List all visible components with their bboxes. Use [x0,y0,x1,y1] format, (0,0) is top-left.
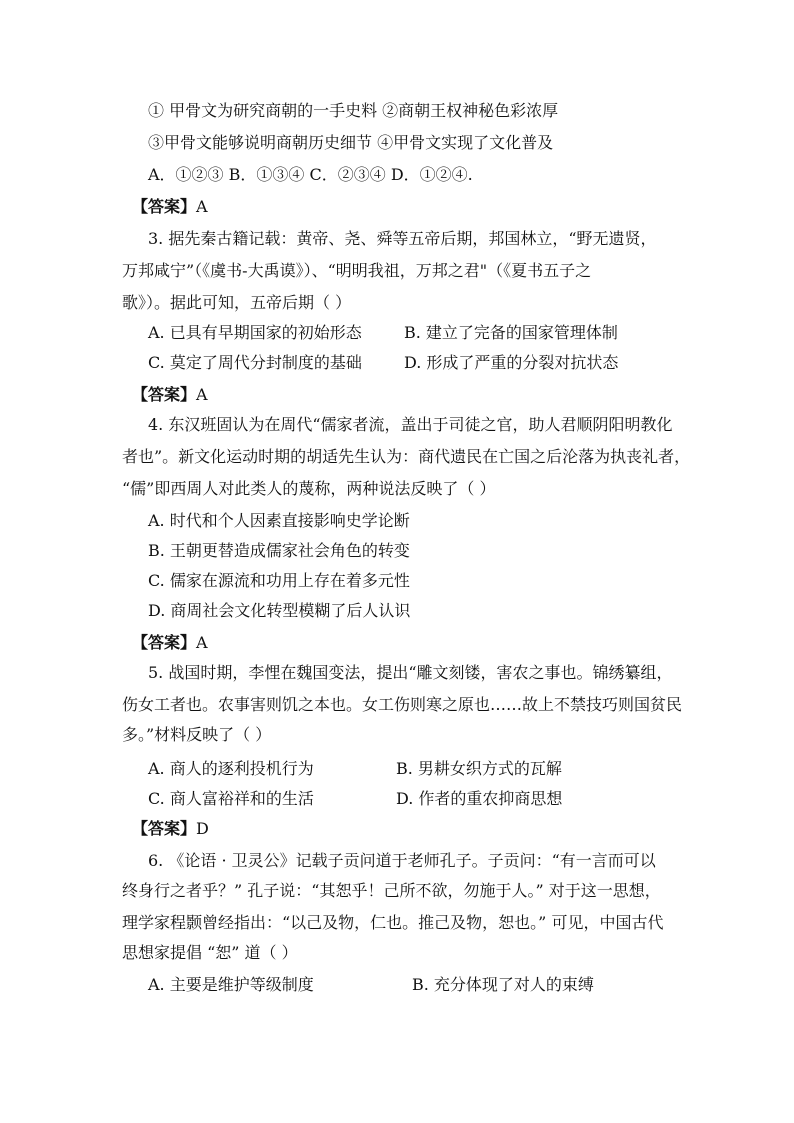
q6-option-a: A. 主要是维护等级制度 [148,975,314,994]
q3-option-b: B. 建立了完备的国家管理体制 [404,323,618,342]
answer-value: A [196,197,208,216]
q4-stem-line1: 4. 东汉班固认为在周代“儒家者流，盖出于司徒之官，助人君顺阴阳明教化 [148,415,673,434]
q4-option-c: C. 儒家在源流和功用上存在着多元性 [148,571,410,590]
q5-option-b: B. 男耕女织方式的瓦解 [396,759,562,778]
q6-stem-line3: 理学家程颢曾经指出：“以己及物，仁也。推己及物，恕也。” 可见，中国古代 [122,913,664,932]
q6-stem-line1: 6. 《论语 · 卫灵公》记载子贡问道于老师孔子。子贡问：“有一言而可以 [148,851,656,870]
answer-label: 【答案】 [132,633,197,652]
q3-option-d: D. 形成了严重的分裂对抗状态 [404,353,619,372]
answer-label: 【答案】 [132,197,197,216]
q5-option-c: C. 商人富裕祥和的生活 [148,789,314,808]
q5-stem-line2: 伤女工者也。农事害则饥之本也。女工伤则寒之原也……故上不禁技巧则国贫民 [122,695,683,714]
q3-stem-line3: 歌》）。据此可知，五帝后期（ ） [122,293,352,312]
q6-option-b: B. 充分体现了对人的束缚 [412,975,594,994]
q3-stem-line2: 万邦咸宁”（《虞书-大禹谟》）、“明明我祖，万邦之君"（《夏书五子之 [122,261,592,280]
q4-option-a: A. 时代和个人因素直接影响史学论断 [148,511,410,530]
q2-answer [132,196,208,218]
q3-stem-line1: 3. 据先秦古籍记载：黄帝、尧、舜等五帝后期，邦国林立，“野无遗贤， [148,229,657,248]
q2-statement-line2: ③甲骨文能够说明商朝历史细节 ④甲骨文实现了文化普及 [148,133,554,152]
q2-choices: A．①②③ B．①③④ C．②③④ D．①②④. [148,165,473,184]
q5-stem-line1: 5. 战国时期，李悝在魏国变法，提出“雕文刻镂，害农之事也。锦绣纂组， [148,663,673,682]
answer-value: A [196,633,208,652]
q3-answer [132,384,208,406]
q6-stem-line2: 终身行之者乎？” 孔子说：“其恕乎！己所不欲，勿施于人。” 对于这一思想， [122,881,661,900]
q6-stem-line4: 思想家提倡 “恕” 道（ ） [122,943,298,962]
answer-value: D [196,819,209,838]
q3-option-c: C. 莫定了周代分封制度的基础 [148,353,362,372]
q4-option-b: B. 王朝更替造成儒家社会角色的转变 [148,541,410,560]
q3-option-a: A. 已具有早期国家的初始形态 [148,323,362,342]
answer-value: A [196,385,208,404]
q5-stem-line3: 多。”材料反映了（ ） [122,725,272,744]
q2-statement-line1: ① 甲骨文为研究商朝的一手史料 ②商朝王权神秘色彩浓厚 [148,101,559,120]
q4-option-d: D. 商周社会文化转型模糊了后人认识 [148,601,411,620]
q5-option-a: A. 商人的逐利投机行为 [148,759,314,778]
q4-answer [132,632,208,654]
answer-label: 【答案】 [132,819,197,838]
q5-answer [132,818,209,840]
answer-label: 【答案】 [132,385,197,404]
q5-option-d: D. 作者的重农抑商思想 [396,789,563,808]
q4-stem-line2: 者也”。新文化运动时期的胡适先生认为：商代遗民在亡国之后沦落为执丧礼者， [122,447,691,466]
q4-stem-line3: “儒”即西周人对此类人的蔑称，两种说法反映了（ ） [122,479,496,498]
